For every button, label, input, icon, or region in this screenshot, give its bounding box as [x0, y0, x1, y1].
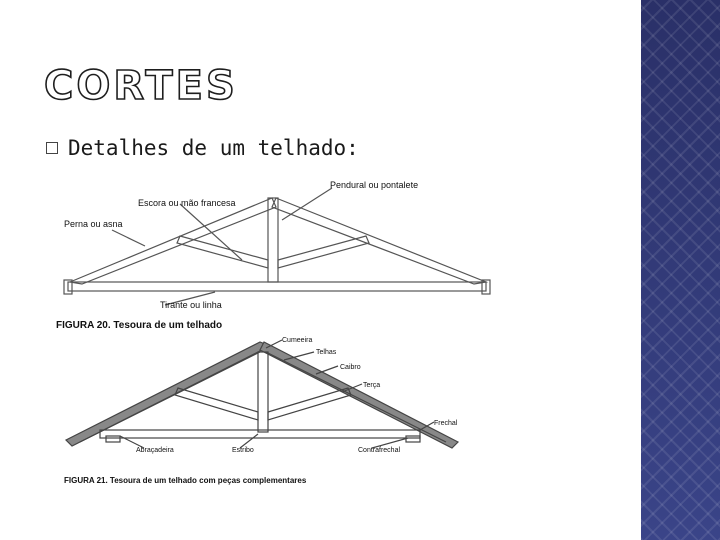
figure-21-caption: FIGURA 21. Tesoura de um telhado com peças complementares — [64, 476, 307, 485]
label-telhas: Telhas — [316, 349, 337, 356]
king-post-2 — [258, 352, 268, 432]
decorative-side-panel — [641, 0, 720, 540]
bullet-text: Detalhes de um telhado: — [68, 136, 359, 160]
left-strut-2 — [175, 388, 258, 420]
slide-title: CORTES — [44, 63, 238, 109]
label-estribo: Estribo — [232, 447, 254, 454]
right-rafter — [272, 198, 486, 284]
king-post — [268, 198, 278, 282]
label-tirante: Tirante ou linha — [160, 300, 222, 310]
label-frechal: Frechal — [434, 420, 458, 427]
label-perna: Perna ou asna — [64, 219, 123, 229]
tirante-beam — [68, 282, 486, 291]
label-abracadeira: Abraçadeira — [136, 447, 174, 454]
bullet-icon — [46, 142, 58, 154]
truss-drawing — [64, 188, 490, 305]
label-terca: Terça — [363, 382, 381, 389]
figure-21-truss-diagram — [60, 330, 470, 490]
figure-20-truss-diagram — [50, 180, 500, 335]
label-escora: Escora ou mão francesa — [138, 198, 236, 208]
label-pendural: Pendural ou pontalete — [330, 180, 419, 190]
label-contraflechal: Contrafrechal — [358, 447, 401, 454]
figure-20-caption: FIGURA 20. Tesoura de um telhado — [56, 320, 223, 331]
truss-drawing-2 — [66, 340, 458, 448]
right-strut — [278, 236, 369, 268]
left-rafter — [70, 198, 276, 284]
label-cumeeira: Cumeeira — [282, 337, 313, 344]
label-caibro: Caibro — [340, 364, 361, 371]
bullet-item — [46, 136, 359, 160]
right-strut-2 — [268, 388, 351, 420]
tie-beam — [100, 430, 420, 438]
